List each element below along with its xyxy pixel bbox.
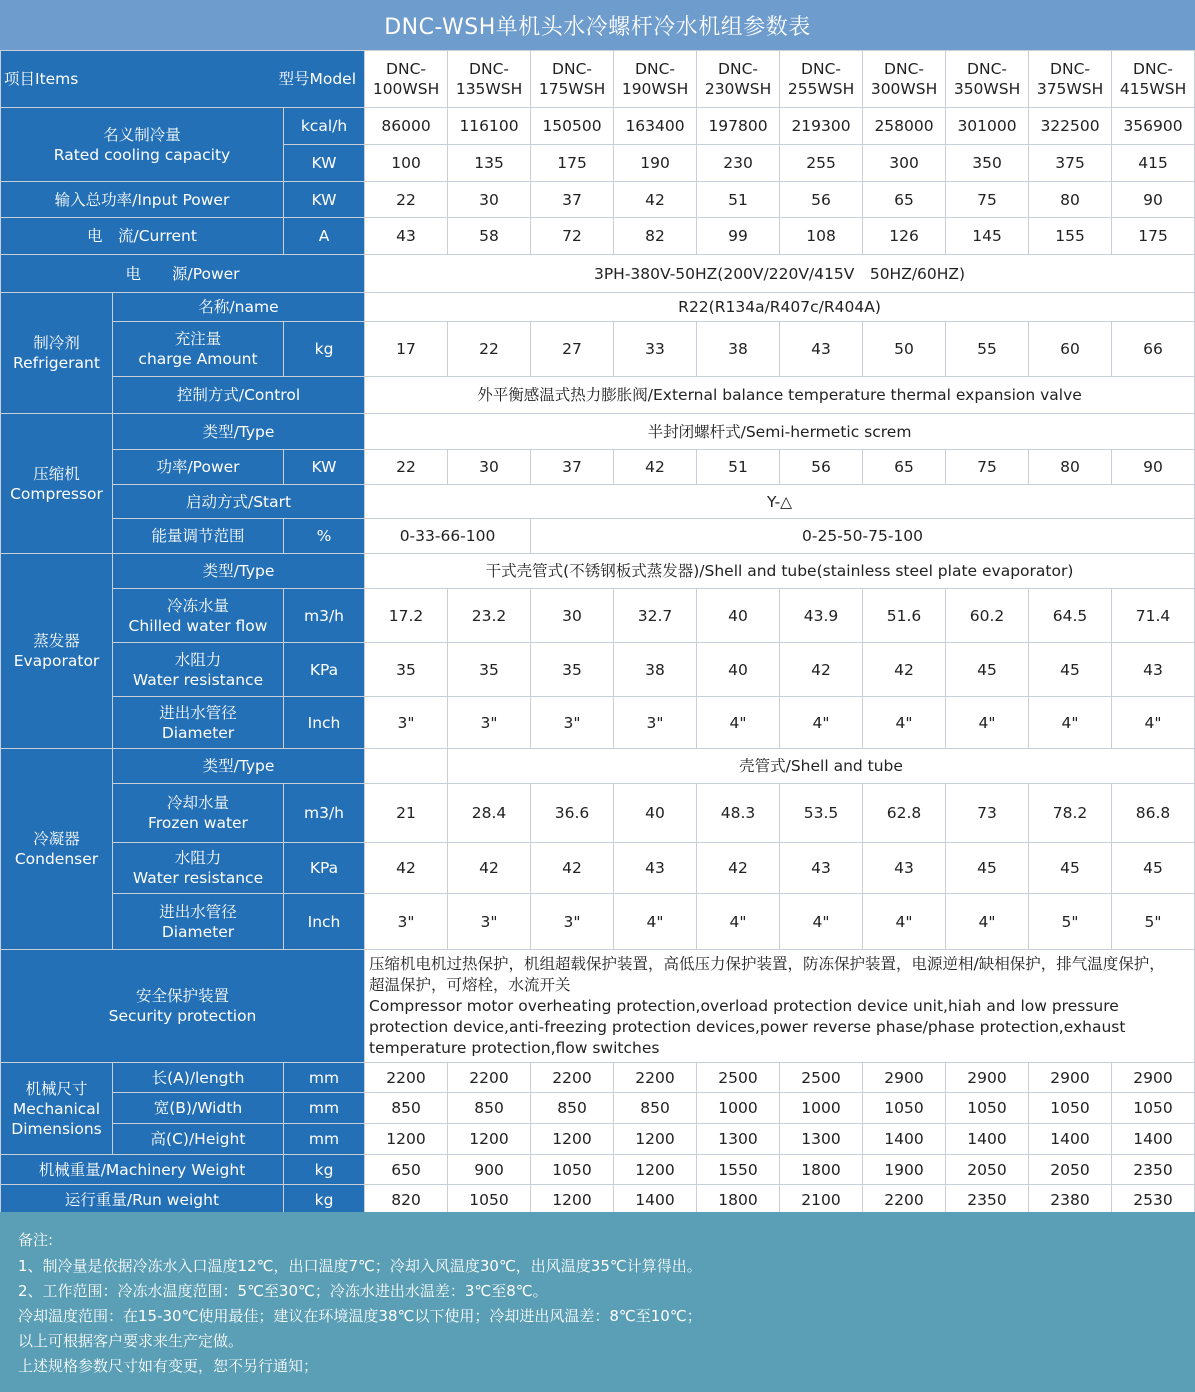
value-cell: 1050 [946,1093,1029,1124]
value-cell: 43 [614,843,697,894]
value-cell: 28.4 [448,784,531,843]
value-cell: 86.8 [1112,784,1195,843]
value-cell: 230 [697,145,780,182]
value-cell: 36.6 [531,784,614,843]
value-cell: 1900 [863,1155,946,1185]
value-cell: 150500 [531,108,614,145]
value-cell: 3" [448,894,531,950]
machinery-weight-label: 机械重量/Machinery Weight [1,1155,284,1185]
value-cell: 3" [531,894,614,950]
value-cell: 43 [780,322,863,377]
unit-cell: Inch [284,697,365,749]
model-cell: DNC- 375WSH [1029,51,1112,108]
value-cell: 40 [614,784,697,843]
value-cell: 4" [614,894,697,950]
evaporator-type-label: 类型/Type [113,554,365,589]
evaporator-resistance-row [1,643,1195,697]
value-cell: 2050 [1029,1155,1112,1185]
items-label: 项目Items [4,70,79,88]
length-label: 长(A)/length [113,1063,284,1093]
frozen-water-label: 冷却水量 Frozen water [113,784,284,843]
value-cell: 42 [780,643,863,697]
width-label: 宽(B)/Width [113,1093,284,1124]
value-cell: 1400 [946,1124,1029,1155]
model-cell: DNC- 300WSH [863,51,946,108]
start-value: Y-△ [365,485,1195,519]
value-cell: 42 [863,643,946,697]
value-cell: 1800 [697,1185,780,1216]
chilled-flow-label: 冷冻水量 Chilled water flow [113,589,284,643]
value-cell: 4" [697,697,780,749]
condenser-type-value: 壳管式/Shell and tube [448,749,1195,784]
value-cell: 27 [531,322,614,377]
header-row [1,51,1195,108]
value-cell: 42 [614,450,697,485]
unit-cell: KW [284,182,365,218]
value-cell: 65 [863,182,946,218]
value-cell: 45 [946,643,1029,697]
value-cell: 4" [780,697,863,749]
value-cell: 1400 [614,1185,697,1216]
unit-cell: KW [284,450,365,485]
value-cell: 300 [863,145,946,182]
value-cell: 17 [365,322,448,377]
diameter-label: 进出水管径 Diameter [113,697,284,749]
value-cell: 42 [531,843,614,894]
value-cell: 33 [614,322,697,377]
current-label: 电 流/Current [1,218,284,255]
refrigerant-name-row [1,293,1195,322]
value-cell: 43 [1112,643,1195,697]
security-row [1,950,1195,1063]
value-cell: 56 [780,450,863,485]
machinery-weight-row [1,1155,1195,1185]
model-cell: DNC- 175WSH [531,51,614,108]
value-cell: 1300 [697,1124,780,1155]
value-cell: 35 [365,643,448,697]
value-cell: 42 [614,182,697,218]
value-cell: 58 [448,218,531,255]
condenser-resistance-row [1,843,1195,894]
value-cell: 43.9 [780,589,863,643]
value-cell: 126 [863,218,946,255]
notes-section [0,1212,1195,1392]
compressor-type-label: 类型/Type [113,414,365,450]
value-cell: 42 [365,843,448,894]
value-cell: 32.7 [614,589,697,643]
value-cell: 62.8 [863,784,946,843]
water-resistance-label: 水阻力 Water resistance [113,843,284,894]
value-cell: 38 [614,643,697,697]
compressor-power-label: 功率/Power [113,450,284,485]
value-cell: 2530 [1112,1185,1195,1216]
value-cell: 21 [365,784,448,843]
value-cell: 40 [697,643,780,697]
compressor-type-row [1,414,1195,450]
unit-cell: Inch [284,894,365,950]
unit-cell: A [284,218,365,255]
evaporator-type-value: 干式壳管式(不锈钢板式蒸发器)/Shell and tube(stainless steel plate evaporator) [365,554,1195,589]
value-cell: 43 [365,218,448,255]
value-cell: 30 [448,182,531,218]
value-cell: 37 [531,450,614,485]
value-cell: 80 [1029,450,1112,485]
note-line: 2、工作范围：冷冻水温度范围：5℃至30℃；冷冻水进出水温差：3℃至8℃。 [18,1282,548,1300]
refrigerant-name-value: R22(R134a/R407c/R404A) [365,293,1195,322]
evaporator-flow-row [1,589,1195,643]
value-cell: 30 [448,450,531,485]
value-cell: 78.2 [1029,784,1112,843]
current-row [1,218,1195,255]
value-cell: 64.5 [1029,589,1112,643]
value-cell: 350 [946,145,1029,182]
value-cell: 23.2 [448,589,531,643]
value-cell: 1800 [780,1155,863,1185]
value-cell: 1000 [697,1093,780,1124]
value-cell: 66 [1112,322,1195,377]
unit-cell: KPa [284,643,365,697]
value-cell: 1050 [1112,1093,1195,1124]
value-cell: 190 [614,145,697,182]
model-cell: DNC- 190WSH [614,51,697,108]
value-cell: 4" [1112,697,1195,749]
value-cell: 850 [614,1093,697,1124]
value-cell: 2200 [614,1063,697,1093]
value-cell: 4" [863,697,946,749]
value-cell: 56 [780,182,863,218]
cooling-label: 名义制冷量 Rated cooling capacity [1,108,284,182]
model-cell: DNC- 230WSH [697,51,780,108]
length-row [1,1063,1195,1093]
value-cell: 45 [1029,843,1112,894]
value-cell: 55 [946,322,1029,377]
value-cell: 5" [1029,894,1112,950]
diameter-label: 进出水管径 Diameter [113,894,284,950]
value-cell: 38 [697,322,780,377]
value-cell: 1550 [697,1155,780,1185]
refrigerant-charge-row [1,322,1195,377]
input-power-row [1,182,1195,218]
control-label: 控制方式/Control [113,377,365,414]
value-cell: 1300 [780,1124,863,1155]
value-cell: 73 [946,784,1029,843]
value-cell: 45 [1112,843,1195,894]
value-cell: 2050 [946,1155,1029,1185]
value-cell: 1200 [614,1124,697,1155]
value-cell: 2200 [531,1063,614,1093]
model-cell: DNC- 100WSH [365,51,448,108]
security-label: 安全保护装置 Security protection [1,950,365,1063]
compressor-start-row [1,485,1195,519]
energy-value-first: 0-33-66-100 [365,519,531,554]
unit-cell: KPa [284,843,365,894]
power-source-value: 3PH-380V-50HZ(200V/220V/415V 50HZ/60HZ) [365,255,1195,293]
value-cell: 2500 [780,1063,863,1093]
value-cell: 2500 [697,1063,780,1093]
value-cell: 43 [863,843,946,894]
value-cell: 30 [531,589,614,643]
unit-cell: m3/h [284,589,365,643]
start-label: 启动方式/Start [113,485,365,519]
run-weight-label: 运行重量/Run weight [1,1185,284,1216]
input-power-label: 输入总功率/Input Power [1,182,284,218]
value-cell: 75 [946,450,1029,485]
note-line: 冷却温度范围：在15-30℃使用最佳；建议在环境温度38℃以下使用；冷却进出风温差：8℃至10℃； [18,1307,702,1325]
value-cell: 1050 [1029,1093,1112,1124]
value-cell: 42 [697,843,780,894]
value-cell: 1200 [365,1124,448,1155]
value-cell: 40 [697,589,780,643]
value-cell: 100 [365,145,448,182]
value-cell: 375 [1029,145,1112,182]
unit-cell: kcal/h [284,108,365,145]
condenser-flow-row [1,784,1195,843]
value-cell: 850 [365,1093,448,1124]
water-resistance-label: 水阻力 Water resistance [113,643,284,697]
value-cell: 4" [946,894,1029,950]
value-cell: 1400 [1112,1124,1195,1155]
value-cell: 2200 [863,1185,946,1216]
unit-cell: mm [284,1063,365,1093]
value-cell: 75 [946,182,1029,218]
height-label: 高(C)/Height [113,1124,284,1155]
value-cell: 72 [531,218,614,255]
value-cell: 35 [448,643,531,697]
compressor-label: 压缩机 Compressor [1,414,113,554]
value-cell: 51.6 [863,589,946,643]
value-cell: 17.2 [365,589,448,643]
value-cell: 48.3 [697,784,780,843]
width-row [1,1093,1195,1124]
unit-cell: % [284,519,365,554]
value-cell: 1200 [448,1124,531,1155]
spec-table [0,50,1195,1216]
value-cell: 3" [448,697,531,749]
unit-cell: KW [284,145,365,182]
cooling-kcal-row [1,108,1195,145]
model-label: 型号Model [278,70,357,88]
value-cell: 197800 [697,108,780,145]
value-cell: 850 [531,1093,614,1124]
value-cell: 2200 [365,1063,448,1093]
value-cell: 90 [1112,450,1195,485]
unit-cell: kg [284,1185,365,1216]
control-value: 外平衡感温式热力膨胀阀/External balance temperature thermal expansion valve [365,377,1195,414]
value-cell: 1400 [863,1124,946,1155]
power-source-label: 电 源/Power [1,255,365,293]
value-cell: 3" [614,697,697,749]
page-title: DNC-WSH单机头水冷螺杆冷水机组参数表 [0,0,1195,50]
value-cell: 50 [863,322,946,377]
value-cell: 22 [365,450,448,485]
model-cell: DNC- 415WSH [1112,51,1195,108]
evaporator-label: 蒸发器 Evaporator [1,554,113,749]
value-cell: 2900 [863,1063,946,1093]
unit-cell: m3/h [284,784,365,843]
value-cell: 1200 [531,1185,614,1216]
height-row [1,1124,1195,1155]
value-cell: 301000 [946,108,1029,145]
value-cell: 22 [365,182,448,218]
refrigerant-control-row [1,377,1195,414]
value-cell: 1050 [531,1155,614,1185]
value-cell: 22 [448,322,531,377]
compressor-power-row [1,450,1195,485]
charge-label: 充注量 charge Amount [113,322,284,377]
unit-cell: kg [284,322,365,377]
value-cell: 356900 [1112,108,1195,145]
value-cell: 650 [365,1155,448,1185]
run-weight-row [1,1185,1195,1216]
value-cell: 820 [365,1185,448,1216]
value-cell: 2100 [780,1185,863,1216]
value-cell: 900 [448,1155,531,1185]
value-cell: 4" [780,894,863,950]
value-cell: 163400 [614,108,697,145]
value-cell: 35 [531,643,614,697]
note-line: 以上可根据客户要求来生产定做。 [18,1332,244,1350]
value-cell: 90 [1112,182,1195,218]
value-cell: 4" [697,894,780,950]
value-cell: 1200 [614,1155,697,1185]
power-source-row [1,255,1195,293]
value-cell: 43 [780,843,863,894]
value-cell: 60.2 [946,589,1029,643]
value-cell: 3" [365,697,448,749]
condenser-type-label: 类型/Type [113,749,365,784]
compressor-type-value: 半封闭螺杆式/Semi-hermetic screm [365,414,1195,450]
value-cell: 322500 [1029,108,1112,145]
value-cell: 65 [863,450,946,485]
value-cell: 99 [697,218,780,255]
value-cell: 2900 [1112,1063,1195,1093]
condenser-label: 冷凝器 Condenser [1,749,113,950]
refrigerant-label: 制冷剂 Refrigerant [1,293,113,414]
value-cell: 4" [863,894,946,950]
model-cell: DNC- 135WSH [448,51,531,108]
value-cell: 135 [448,145,531,182]
evaporator-diameter-row [1,697,1195,749]
model-cell: DNC- 255WSH [780,51,863,108]
note-line: 1、制冷量是依据冷冻水入口温度12℃，出口温度7℃；冷却入风温度30℃，出风温度35℃计算得出。 [18,1257,702,1275]
value-cell: 5" [1112,894,1195,950]
unit-cell: mm [284,1124,365,1155]
value-cell: 82 [614,218,697,255]
value-cell: 2380 [1029,1185,1112,1216]
value-cell: 51 [697,450,780,485]
energy-value-rest: 0-25-50-75-100 [531,519,1195,554]
energy-label: 能量调节范围 [113,519,284,554]
value-cell: 1050 [448,1185,531,1216]
value-cell: 2350 [1112,1155,1195,1185]
value-cell: 2900 [1029,1063,1112,1093]
value-cell: 175 [1112,218,1195,255]
value-cell: 116100 [448,108,531,145]
value-cell: 86000 [365,108,448,145]
value-cell: 175 [531,145,614,182]
condenser-diameter-row [1,894,1195,950]
value-cell: 3" [531,697,614,749]
unit-cell: kg [284,1155,365,1185]
model-cell: DNC- 350WSH [946,51,1029,108]
note-line: 上述规格参数尺寸如有变更，恕不另行通知； [18,1357,319,1375]
value-cell: 45 [946,843,1029,894]
value-cell: 850 [448,1093,531,1124]
value-cell: 71.4 [1112,589,1195,643]
value-cell: 42 [448,843,531,894]
value-cell: 415 [1112,145,1195,182]
value-cell: 37 [531,182,614,218]
unit-cell: mm [284,1093,365,1124]
value-cell: 258000 [863,108,946,145]
condenser-type-row [1,749,1195,784]
value-cell: 80 [1029,182,1112,218]
value-cell: 255 [780,145,863,182]
header-items-model [1,51,365,108]
compressor-energy-row [1,519,1195,554]
value-cell: 4" [1029,697,1112,749]
value-cell: 155 [1029,218,1112,255]
value-cell: 45 [1029,643,1112,697]
value-cell: 53.5 [780,784,863,843]
value-cell: 3" [365,894,448,950]
dimensions-label: 机械尺寸 Mechanical Dimensions [1,1063,113,1155]
value-cell: 2200 [448,1063,531,1093]
value-cell: 1200 [531,1124,614,1155]
notes-heading: 备注: [18,1231,54,1249]
evaporator-type-row [1,554,1195,589]
value-cell: 2350 [946,1185,1029,1216]
value-cell: 1400 [1029,1124,1112,1155]
security-text: 压缩机电机过热保护，机组超载保护装置，高低压力保护装置，防冻保护装置，电源逆相/缺相保护，排气温度保护， 超温保护，可熔栓，水流开关 Compressor motor overheating protection,overload protection device unit,hiah and low pressure protection device,anti-freezing protection devices,power reverse phase/phase protection,exhaust temperature protection,flow switches [365,950,1195,1063]
value-cell: 60 [1029,322,1112,377]
value-cell: 4" [946,697,1029,749]
value-cell: 219300 [780,108,863,145]
refrigerant-name-label: 名称/name [113,293,365,322]
value-cell: 51 [697,182,780,218]
value-cell: 1050 [863,1093,946,1124]
empty-cell [365,749,448,784]
value-cell: 145 [946,218,1029,255]
value-cell: 108 [780,218,863,255]
value-cell: 1000 [780,1093,863,1124]
value-cell: 2900 [946,1063,1029,1093]
